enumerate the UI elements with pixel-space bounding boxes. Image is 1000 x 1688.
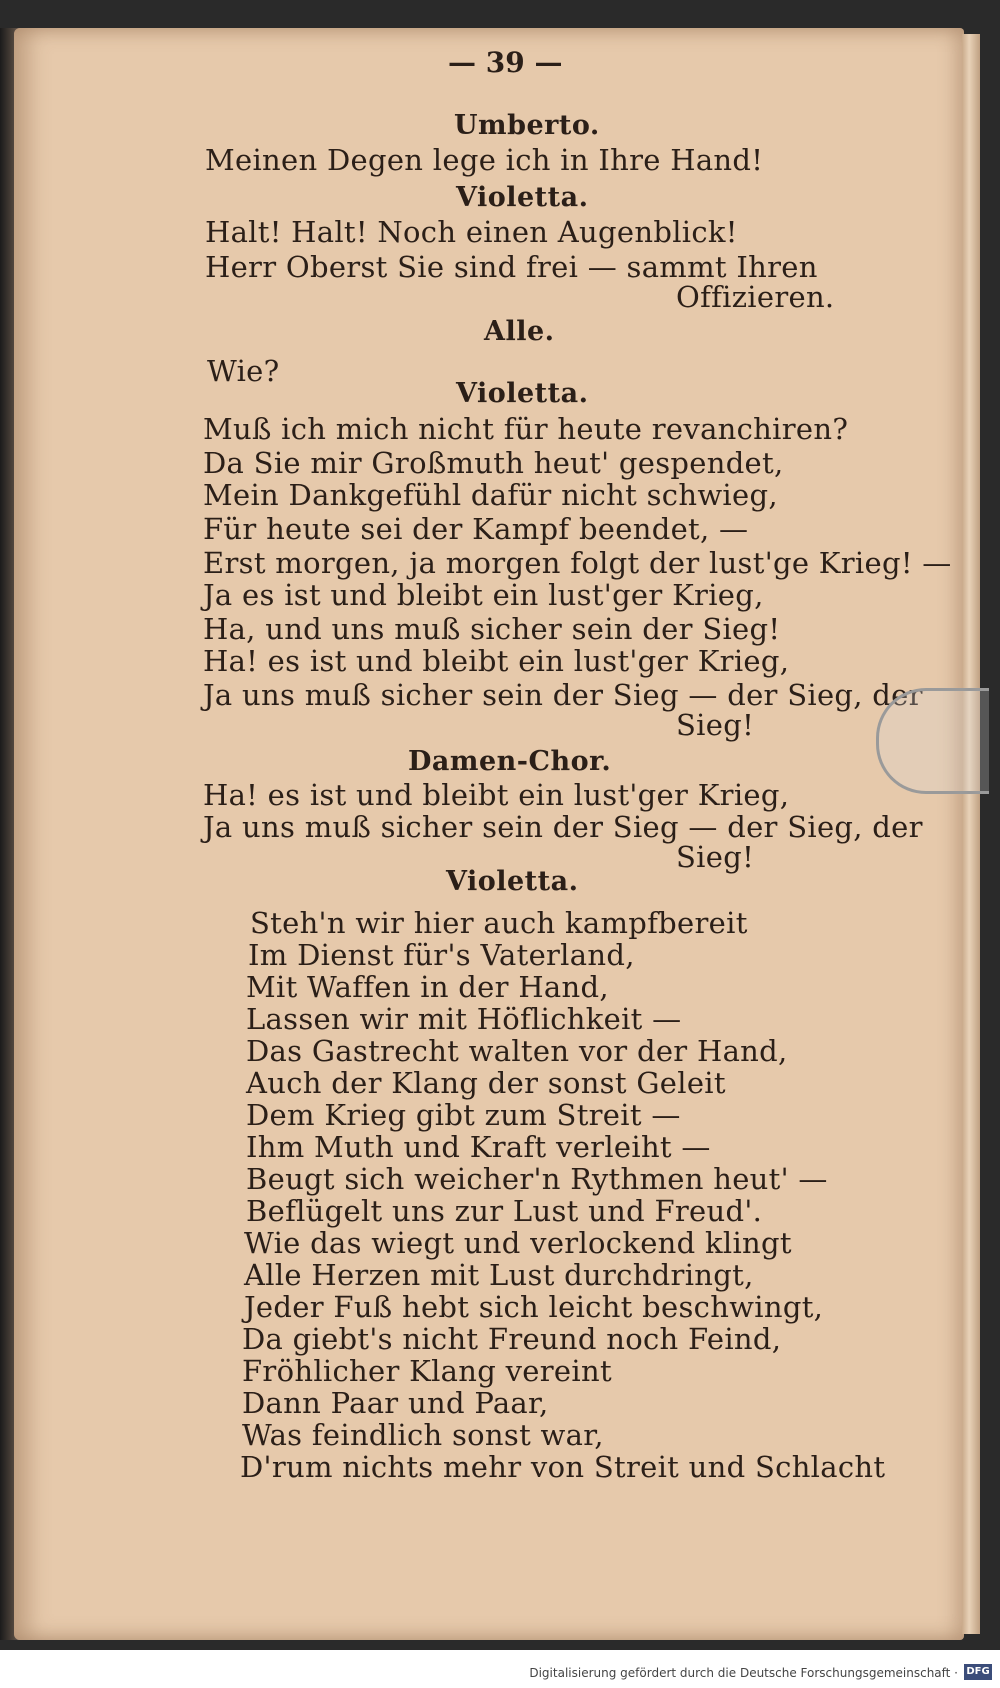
text-line: Sieg! <box>676 840 755 874</box>
text-line: Wie das wiegt und verlockend klingt <box>244 1226 792 1260</box>
text-line: Da Sie mir Großmuth heut' gespendet, <box>203 446 784 480</box>
text-line: Für heute sei der Kampf beendet, — <box>203 512 749 546</box>
text-line: Mit Waffen in der Hand, <box>246 970 609 1004</box>
speaker-alle: Alle. <box>484 316 555 347</box>
text-line: Mein Dankgefühl dafür nicht schwieg, <box>203 478 778 512</box>
text-line: D'rum nichts mehr von Streit und Schlacht <box>240 1450 886 1484</box>
text-line: Wie? <box>207 354 280 388</box>
text-line: Das Gastrecht walten vor der Hand, <box>246 1034 788 1068</box>
footer-bar <box>0 1650 1000 1688</box>
text-line: Herr Oberst Sie sind frei — sammt Ihren <box>205 250 818 284</box>
text-line: Ha, und uns muß sicher sein der Sieg! <box>203 612 781 646</box>
footer-credit: Digitalisierung gefördert durch die Deutsche Forschungsgemeinschaft · <box>529 1666 958 1680</box>
text-line: Erst morgen, ja morgen folgt der lust'ge Krieg! — <box>203 546 952 580</box>
text-line: Dann Paar und Paar, <box>242 1386 549 1420</box>
text-line: Im Dienst für's Vaterland, <box>248 938 635 972</box>
text-line: Ha! es ist und bleibt ein lust'ger Krieg, <box>203 644 790 678</box>
speaker-umberto: Umberto. <box>454 110 600 141</box>
text-line: Steh'n wir hier auch kampfbereit <box>250 906 748 940</box>
speaker-violetta: Violetta. <box>446 866 579 897</box>
text-line: Dem Krieg gibt zum Streit — <box>246 1098 681 1132</box>
text-line: Alle Herzen mit Lust durchdringt, <box>244 1258 754 1292</box>
page-clip <box>876 688 989 794</box>
text-line: Ja es ist und bleibt ein lust'ger Krieg, <box>203 578 764 612</box>
text-line: Lassen wir mit Höflichkeit — <box>246 1002 682 1036</box>
speaker-violetta: Violetta. <box>456 182 589 213</box>
text-line: Beflügelt uns zur Lust und Freud'. <box>246 1194 763 1228</box>
text-line: Ihm Muth und Kraft verleiht — <box>246 1130 711 1164</box>
text-line: Ja uns muß sicher sein der Sieg — der Sieg, der <box>203 810 923 844</box>
text-line: Ha! es ist und bleibt ein lust'ger Krieg, <box>203 778 790 812</box>
text-line: Fröhlicher Klang vereint <box>242 1354 612 1388</box>
page-number: — 39 — <box>448 46 563 79</box>
text-line: Jeder Fuß hebt sich leicht beschwingt, <box>244 1290 824 1324</box>
text-line: Auch der Klang der sonst Geleit <box>246 1066 726 1100</box>
speaker-damen-chor: Damen-Chor. <box>408 746 612 777</box>
text-line: Meinen Degen lege ich in Ihre Hand! <box>205 143 764 177</box>
text-line: Muß ich mich nicht für heute revanchiren? <box>203 412 849 446</box>
text-line: Da giebt's nicht Freund noch Feind, <box>242 1322 782 1356</box>
text-line: Sieg! <box>676 708 755 742</box>
text-line: Was feindlich sonst war, <box>242 1418 604 1452</box>
dfg-logo-icon: DFG <box>964 1664 992 1680</box>
text-line: Beugt sich weicher'n Rythmen heut' — <box>246 1162 828 1196</box>
text-line: Ja uns muß sicher sein der Sieg — der Sieg, der <box>203 678 923 712</box>
text-line: Offizieren. <box>676 280 835 314</box>
page-edge <box>962 34 980 1634</box>
speaker-violetta: Violetta. <box>456 378 589 409</box>
text-line: Halt! Halt! Noch einen Augenblick! <box>205 215 738 249</box>
